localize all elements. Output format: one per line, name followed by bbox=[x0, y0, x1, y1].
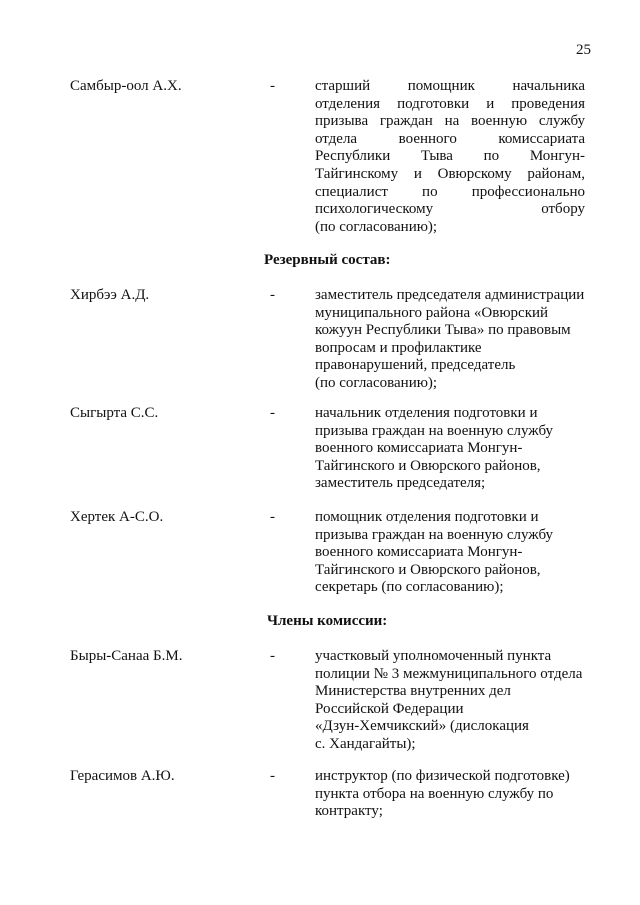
separator-dash: - bbox=[270, 405, 275, 421]
member-position bbox=[315, 78, 585, 236]
position-line: «Дзун-Хемчикский» (дислокация bbox=[315, 718, 529, 735]
position-line: (по согласованию); bbox=[315, 374, 438, 391]
member-name: Самбыр-оол А.Х. bbox=[70, 78, 182, 94]
position-line: начальник отделения подготовки и bbox=[315, 405, 538, 421]
position-line: Тайгинского и Овюрского районов, bbox=[315, 561, 541, 578]
member-position bbox=[315, 405, 585, 493]
separator-dash: - bbox=[270, 509, 275, 525]
separator-dash: - bbox=[270, 78, 275, 94]
position-line: Тайгинскому и Овюрскому районам, bbox=[315, 165, 585, 182]
page-number: 25 bbox=[576, 42, 591, 58]
position-line: помощник отделения подготовки и bbox=[315, 509, 539, 525]
position-line: психологическому отбору bbox=[315, 201, 585, 218]
position-line: военного комиссариата Монгун- bbox=[315, 440, 523, 457]
member-position bbox=[315, 509, 585, 597]
separator-dash: - bbox=[270, 287, 275, 303]
position-line: старший помощник начальника bbox=[315, 78, 585, 94]
position-line: Тайгинского и Овюрского районов, bbox=[315, 457, 541, 474]
position-line: призыва граждан на военную службу bbox=[315, 526, 554, 543]
position-line: контракту; bbox=[315, 803, 383, 820]
member-position bbox=[315, 287, 585, 393]
separator-dash: - bbox=[270, 648, 275, 664]
position-line: специалист по профессионально bbox=[315, 183, 585, 200]
position-line: призыва граждан на военную службу bbox=[315, 113, 585, 130]
member-position bbox=[315, 768, 585, 821]
position-line: (по согласованию); bbox=[315, 218, 438, 235]
position-line: Российской Федерации bbox=[315, 700, 464, 717]
position-line: заместитель председателя; bbox=[315, 475, 486, 492]
position-line: Республики Тыва по Монгун- bbox=[315, 148, 585, 165]
position-line: участковый уполномоченный пункта bbox=[315, 648, 552, 664]
position-line: правонарушений, председатель bbox=[315, 357, 516, 374]
member-name: Хирбээ А.Д. bbox=[70, 287, 150, 303]
position-line: полиции № 3 межмуниципального отдела bbox=[315, 665, 583, 682]
position-line: с. Хандагайты); bbox=[315, 735, 416, 752]
section-heading-members: Члены комиссии: bbox=[267, 613, 388, 629]
position-line: кожуун Республики Тыва» по правовым bbox=[315, 322, 571, 339]
position-line: секретарь (по согласованию); bbox=[315, 579, 504, 596]
section-heading-reserve: Резервный состав: bbox=[264, 252, 391, 268]
member-name: Быры-Санаа Б.М. bbox=[70, 648, 183, 664]
position-line: вопросам и профилактике bbox=[315, 339, 482, 356]
position-line: пункта отбора на военную службу по bbox=[315, 785, 554, 802]
separator-dash: - bbox=[270, 768, 275, 784]
member-name: Герасимов А.Ю. bbox=[70, 768, 175, 784]
position-line: призыва граждан на военную службу bbox=[315, 422, 554, 439]
member-name: Сыгырта С.С. bbox=[70, 405, 159, 421]
position-line: инструктор (по физической подготовке) bbox=[315, 768, 570, 784]
position-line: отделения подготовки и проведения bbox=[315, 95, 585, 112]
member-name: Хертек А-С.О. bbox=[70, 509, 164, 525]
position-line: военного комиссариата Монгун- bbox=[315, 544, 523, 561]
position-line: муниципального района «Овюрский bbox=[315, 304, 549, 321]
position-line: заместитель председателя администрации bbox=[315, 287, 585, 303]
member-position bbox=[315, 648, 585, 754]
position-line: отдела военного комиссариата bbox=[315, 130, 585, 147]
position-line: Министерства внутренних дел bbox=[315, 683, 511, 700]
